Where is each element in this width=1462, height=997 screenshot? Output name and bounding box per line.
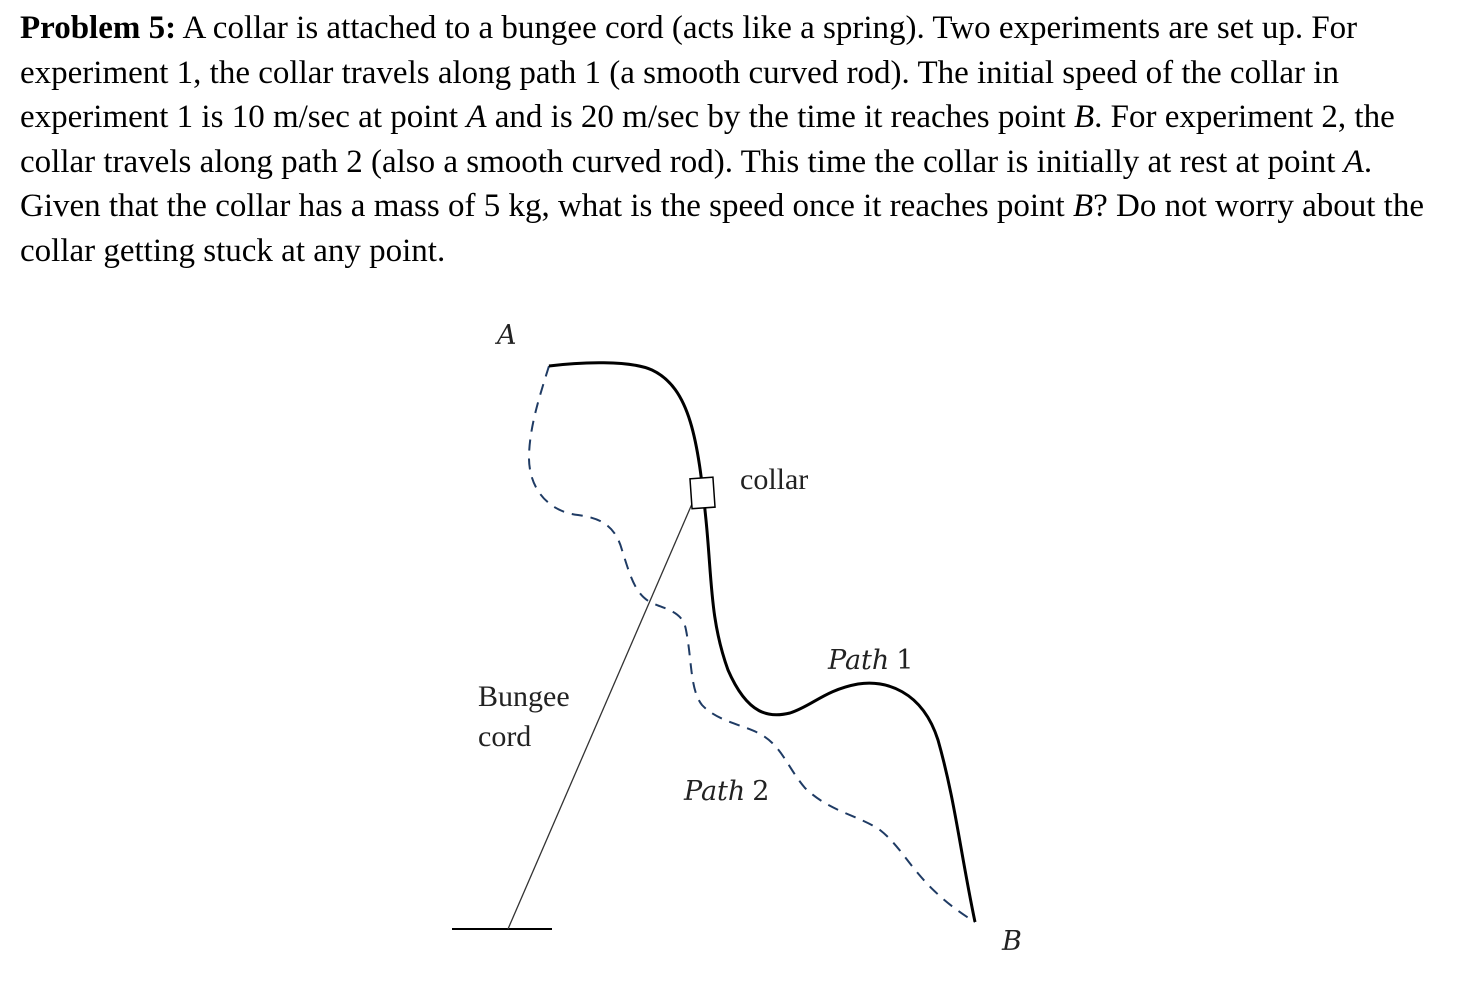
- path-2-label-num: 2: [752, 776, 770, 807]
- problem-text-2: and is 20 m/sec by the time it reaches point: [486, 99, 1074, 136]
- point-a-label: A: [497, 320, 517, 351]
- collar-block: [690, 477, 715, 509]
- point-b-label: B: [1002, 926, 1022, 957]
- path-1-label-num: 1: [896, 645, 914, 676]
- problem-text-1: A collar is attached to a bungee cord (acts like a spring). Two experiments are set up. For experiment 1, the collar travels along path 1 (a smooth curved rod). The initial speed of the collar in experiment 1 is 10 m/sec at point: [20, 10, 1358, 136]
- problem-heading: Problem 5:: [20, 10, 177, 46]
- point-a-ref-2: A: [1343, 143, 1364, 180]
- problem-text-5: ? Do not worry about the collar getting stuck at any point.: [20, 188, 1424, 269]
- point-b-ref-1: B: [1073, 99, 1095, 136]
- path-2-label-word: Path: [684, 776, 746, 807]
- collar-label: collar: [740, 463, 809, 496]
- point-b-ref-2: B: [1072, 188, 1094, 225]
- problem-text-4: . Given that the collar has a mass of 5 kg, what is the speed once it reaches point: [20, 143, 1373, 225]
- bungee-label-line2: cord: [478, 720, 532, 753]
- problem-text-3: . For experiment 2, the collar travels along path 2 (also a smooth curved rod). This time the collar is initially at rest at point: [20, 99, 1395, 180]
- point-a-ref-1: A: [466, 99, 487, 136]
- path-2-label: [683, 776, 769, 807]
- path-1-curve: [549, 363, 975, 922]
- path-1-label-word: Path: [828, 645, 890, 676]
- path-1-label: [827, 645, 913, 676]
- bungee-label-line1: Bungee: [478, 680, 570, 713]
- path-2-curve: [529, 366, 975, 922]
